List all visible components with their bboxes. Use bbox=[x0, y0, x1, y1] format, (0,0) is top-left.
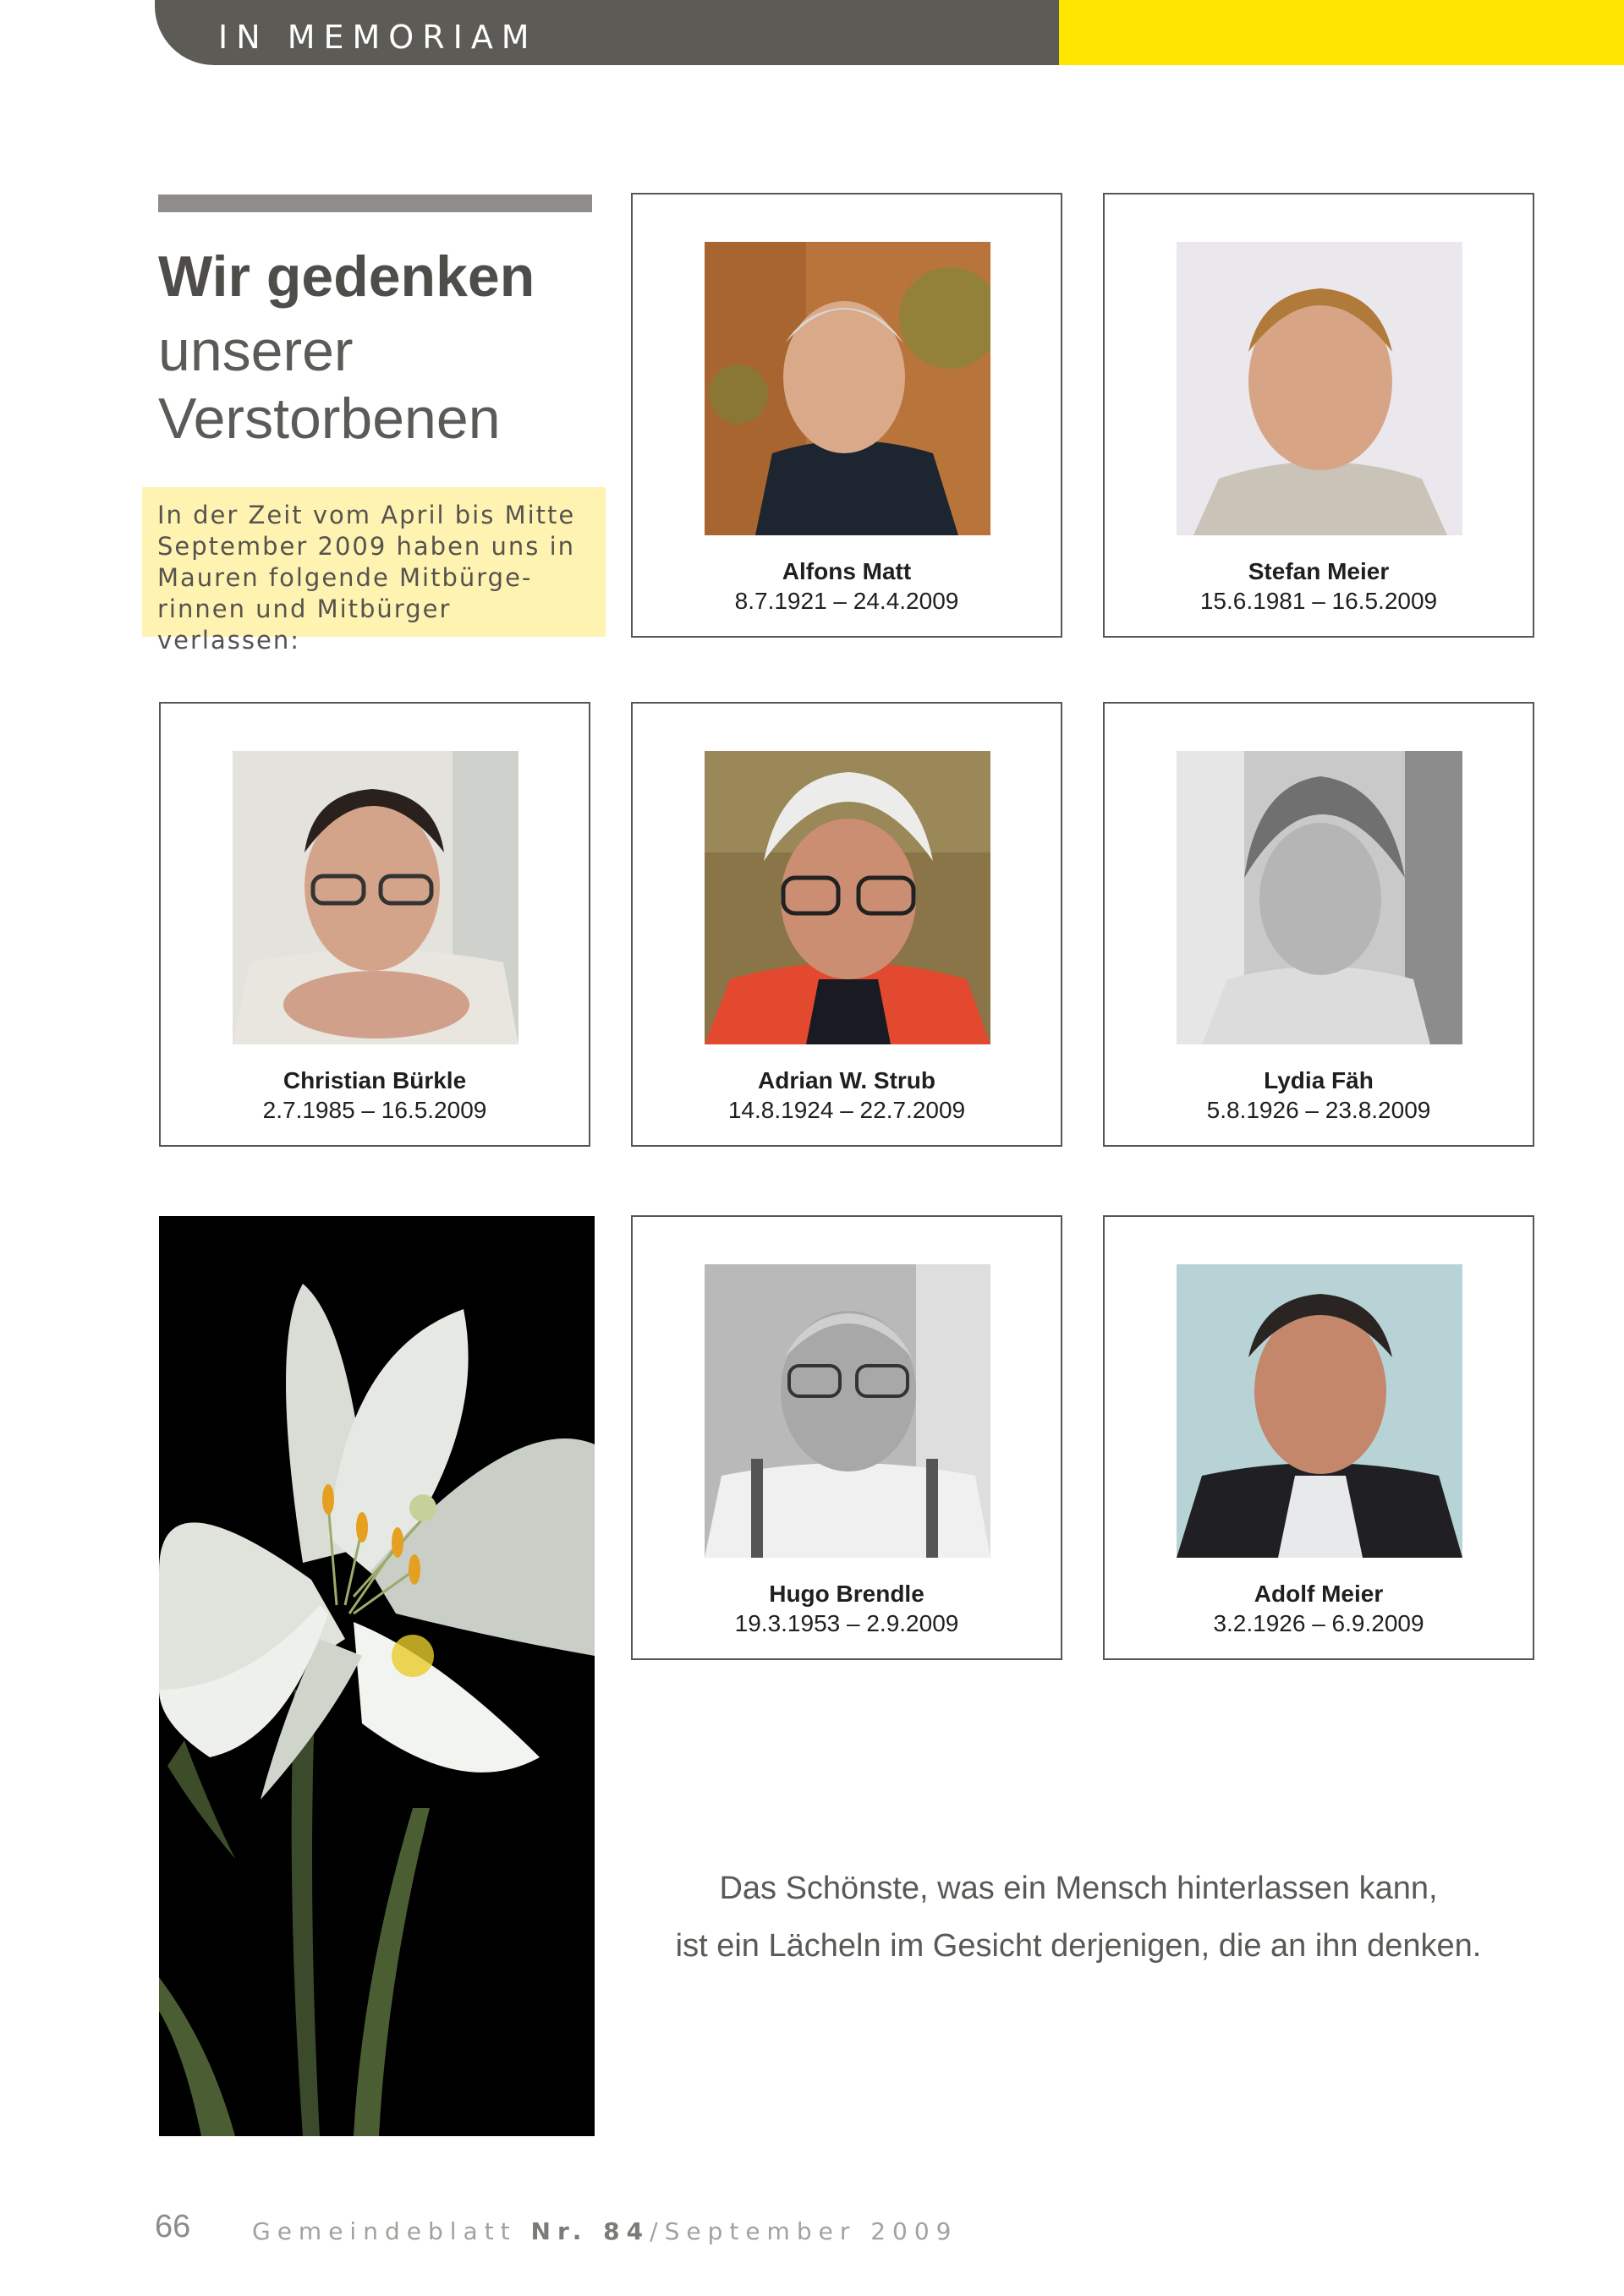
deceased-dates: 5.8.1926 – 23.8.2009 bbox=[1206, 1097, 1431, 1123]
portrait-photo bbox=[233, 751, 518, 1044]
issue-date: /September 2009 bbox=[650, 2217, 958, 2245]
deceased-dates: 19.3.1953 – 2.9.2009 bbox=[734, 1610, 959, 1636]
page-number: 66 bbox=[155, 2209, 191, 2244]
deceased-dates: 14.8.1924 – 22.7.2009 bbox=[727, 1097, 966, 1123]
page-subtitle bbox=[158, 317, 501, 452]
intro-text: In der Zeit vom April bis Mitte September 2009 haben uns in Mauren folgende Mitbürge- rinnen und Mitbürger verlassen: bbox=[142, 487, 606, 637]
memorial-card bbox=[159, 702, 590, 1147]
deceased-dates: 2.7.1985 – 16.5.2009 bbox=[262, 1097, 487, 1123]
deceased-name: Stefan Meier bbox=[1248, 558, 1390, 584]
subtitle-line-2: Verstorbenen bbox=[158, 386, 501, 451]
portrait-photo bbox=[1177, 242, 1462, 535]
deceased-name: Alfons Matt bbox=[782, 558, 912, 584]
header-accent-bar bbox=[1059, 0, 1624, 65]
publication-name: Gemeindeblatt bbox=[252, 2217, 517, 2245]
memorial-card bbox=[631, 1215, 1062, 1660]
memorial-card bbox=[631, 702, 1062, 1147]
deceased-dates: 8.7.1921 – 24.4.2009 bbox=[734, 588, 959, 614]
portrait-photo bbox=[705, 751, 990, 1044]
section-title: IN MEMORIAM bbox=[218, 19, 538, 56]
subtitle-line-1: unserer bbox=[158, 319, 354, 383]
intro-rule bbox=[158, 195, 592, 212]
deceased-dates: 3.2.1926 – 6.9.2009 bbox=[1213, 1610, 1424, 1636]
portrait-photo bbox=[705, 242, 990, 535]
deceased-dates: 15.6.1981 – 16.5.2009 bbox=[1199, 588, 1438, 614]
issue-label: Nr. 84 bbox=[530, 2217, 650, 2245]
memorial-card bbox=[1103, 702, 1534, 1147]
portrait-photo bbox=[1177, 1264, 1462, 1558]
page-title: Wir gedenken bbox=[158, 244, 535, 309]
quote-line-1: Das Schönste, was ein Mensch hinterlassen kann, bbox=[719, 1871, 1438, 1906]
quote-line-2: ist ein Lächeln im Gesicht derjenigen, die an ihn denken. bbox=[675, 1928, 1482, 1964]
deceased-name: Christian Bürkle bbox=[283, 1067, 467, 1093]
deceased-name: Hugo Brendle bbox=[769, 1581, 924, 1607]
portrait-photo bbox=[1177, 751, 1462, 1044]
deceased-name: Adolf Meier bbox=[1254, 1581, 1384, 1607]
portrait-photo bbox=[705, 1264, 990, 1558]
deceased-name: Adrian W. Strub bbox=[758, 1067, 935, 1093]
lily-flower-image bbox=[159, 1216, 595, 2136]
publication-footer bbox=[252, 2217, 958, 2245]
memorial-card bbox=[1103, 1215, 1534, 1660]
memorial-card bbox=[1103, 193, 1534, 638]
memorial-card bbox=[631, 193, 1062, 638]
deceased-name: Lydia Fäh bbox=[1264, 1067, 1374, 1093]
